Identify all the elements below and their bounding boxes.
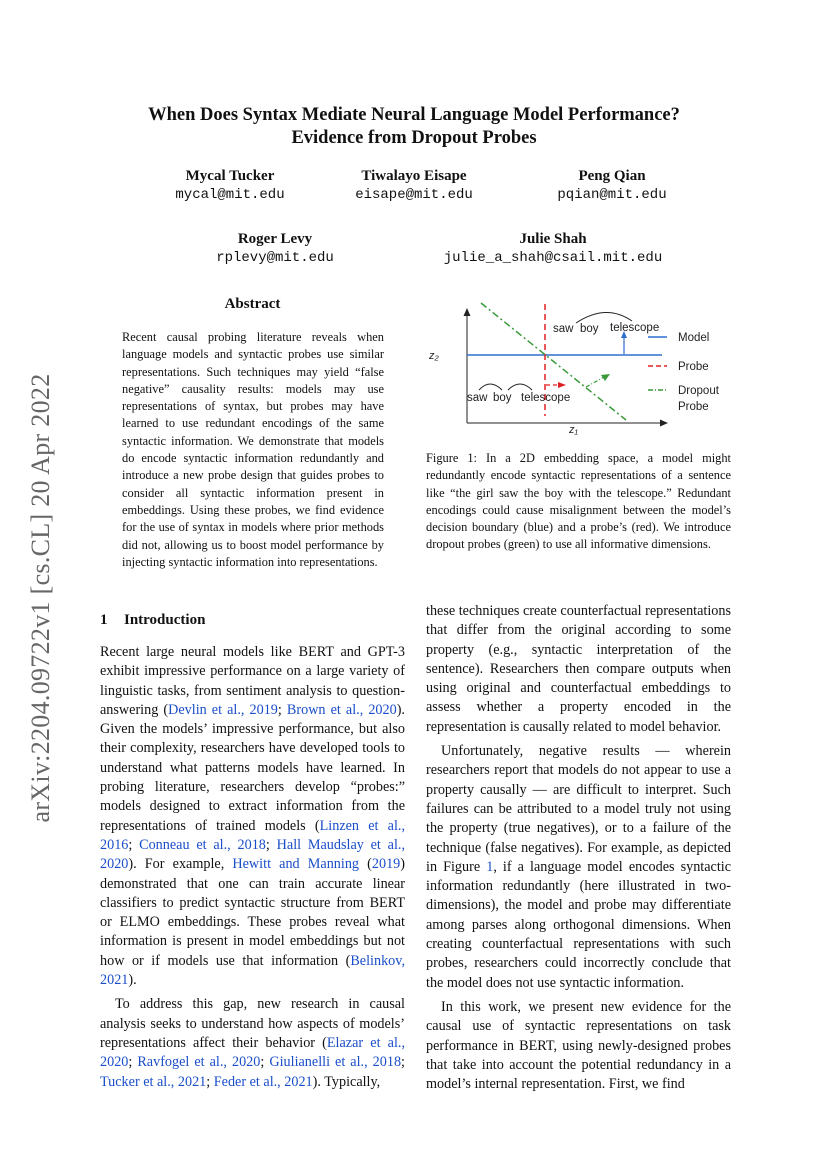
author-block — [418, 229, 688, 268]
lower-word-telescope: telescope — [521, 392, 571, 404]
z2-label: z₂ — [429, 350, 439, 362]
paragraph — [426, 742, 731, 993]
author-email[interactable]: pqian@mit.edu — [557, 187, 667, 203]
citation-link[interactable]: Giulianelli et al., 2018 — [269, 1054, 402, 1071]
text-run: ; — [206, 1073, 214, 1090]
paper-title — [0, 104, 828, 150]
z2-axis-arrow-icon — [464, 308, 471, 316]
text-run: ; — [128, 836, 140, 853]
text-run: ). Typically, — [312, 1073, 381, 1090]
title-line-1: When Does Syntax Mediate Neural Language Model Performance? — [148, 105, 680, 125]
legend-probe-label: Probe — [678, 361, 709, 373]
section-heading — [100, 612, 205, 629]
text-run: ; — [265, 836, 277, 853]
figure-1 — [426, 298, 731, 438]
author-name: Peng Qian — [578, 168, 646, 184]
text-run: ; — [401, 1054, 405, 1071]
z1-label: z₁ — [569, 424, 578, 436]
text-run: ( — [359, 856, 372, 873]
section-number: 1 — [100, 612, 108, 628]
abstract-heading: Abstract — [224, 296, 281, 312]
upper-word-saw: saw — [553, 323, 574, 335]
author-name: Tiwalayo Eisape — [361, 168, 467, 184]
paragraph — [100, 643, 405, 990]
right-column — [426, 602, 731, 1094]
text-run: ). Given the models’ impressive performance, but also their complexity, researchers have developed tools to understand what patterns models have learned. In probing literature, researchers develop “probes:” models designed to extract information from the representations of trained models ( — [100, 701, 405, 834]
citation-link[interactable]: Devlin et al., 2019 — [168, 701, 278, 718]
text-run: ). — [128, 972, 137, 989]
dropout-direction-arrow — [586, 377, 604, 387]
text-run: , if a language model encodes syntactic information redundantly (here illustrated in two-dimensions), the model and probe may differentiate among parses along orthogonal dimensions. When creating counterfactual representations with such probes, researchers could incorrectly conclude that the model does not use syntactic information. — [426, 858, 731, 991]
author-block — [522, 166, 702, 205]
text-run: To address this gap, new research in causal analysis seeks to understand how aspects of models’ representations affect their behavior ( — [100, 996, 405, 1051]
text-run: ; — [277, 701, 287, 718]
citation-link[interactable]: Tucker et al., 2021 — [100, 1073, 207, 1090]
text-run: ). For example, — [128, 856, 233, 873]
lower-word-boy: boy — [493, 392, 512, 404]
text-run: Recent large neural models like BERT and GPT-3 exhibit impressive performance on a large variety of linguistic tasks, from sentiment analysis to question-answering ( — [100, 644, 405, 718]
arxiv-stamp — [18, 338, 64, 858]
title-line-2: Evidence from Dropout Probes — [291, 128, 537, 148]
legend-model-label: Model — [678, 332, 710, 344]
lower-parse-arc — [508, 384, 532, 390]
text-run: ; — [260, 1054, 270, 1071]
arxiv-stamp-text: arXiv:2204.09722v1 [cs.CL] 20 Apr 2022 — [26, 373, 55, 823]
text-run: ) demonstrated that one can train accurate linear classifiers to predict syntactic structure from BERT or ELMO embeddings. These probes reveal what information is present in model embeddings but not how or if models use that information ( — [100, 856, 405, 969]
citation-link[interactable]: 2019 — [371, 856, 401, 873]
lower-parse-arc — [479, 384, 502, 390]
citation-link[interactable]: Linzen et al., 2016 — [100, 817, 405, 853]
section-title: Introduction — [124, 612, 206, 628]
paragraph: In this work, we present new evidence for the causal use of syntactic representations on task performance in BERT, using newly-designed probes that take into account the potential redundancy in a model’s internal representation. First, we find — [426, 998, 731, 1093]
text-run: ; — [128, 1054, 138, 1071]
paragraph: these techniques create counterfactual representations that differ from the original according to some property (e.g., syntactic interpretation of the sentence). Researchers then compare outputs when using original and counterfactual embeddings to assess whether a property encoded in the representation is causally related to model behavior. — [426, 603, 731, 735]
author-block — [314, 166, 514, 205]
citation-link[interactable]: Elazar et al., 2020 — [100, 1034, 405, 1071]
citation-link[interactable]: Brown et al., 2020 — [286, 701, 397, 718]
citation-link[interactable]: Hewitt and Manning — [232, 856, 360, 873]
author-block — [130, 166, 330, 205]
left-column — [100, 643, 405, 1092]
citation-link[interactable]: Ravfogel et al., 2020 — [137, 1054, 261, 1071]
author-name: Roger Levy — [237, 231, 313, 247]
upper-word-telescope: telescope — [610, 322, 660, 334]
author-name: Mycal Tucker — [185, 168, 275, 184]
figure-ref-link[interactable]: 1 — [486, 858, 494, 875]
citation-link[interactable]: Belinkov, 2021 — [100, 952, 405, 989]
upper-word-boy: boy — [580, 323, 599, 335]
legend-dropout-label-2: Probe — [678, 401, 709, 413]
lower-word-saw: saw — [467, 392, 488, 404]
author-email[interactable]: julie_a_shah@csail.mit.edu — [443, 250, 663, 266]
text-run: Unfortunately, negative results — wherein researchers report that models do not appear to use a property causally — are difficult to interpret. Such failures can be attributed to a model truly not using the property (true negatives), or to a failure of the technique (false negatives). For example, as depicted in Figure — [426, 743, 731, 875]
z1-axis-arrow-icon — [660, 420, 668, 427]
author-email[interactable]: rplevy@mit.edu — [216, 250, 334, 266]
author-email[interactable]: eisape@mit.edu — [355, 187, 473, 203]
citation-link[interactable]: Hall Maudslay et al., 2020 — [100, 836, 405, 873]
legend-dropout-label: Dropout — [678, 385, 719, 397]
citation-link[interactable]: Feder et al., 2021 — [213, 1073, 313, 1090]
citation-link[interactable]: Conneau et al., 2018 — [139, 836, 266, 853]
paragraph — [100, 995, 405, 1091]
figure-caption: Figure 1: In a 2D embedding space, a model might redundantly encode syntactic representations of a sentence like “the girl saw the boy with the telescope.” Redundant encodings could cause misalignment between the model’s decision boundary (blue) and a probe’s (red). We introduce dropout probes (green) to use all informative dimensions. — [426, 451, 731, 552]
probe-arrow-head-icon — [558, 382, 566, 388]
author-block — [175, 229, 375, 268]
author-email[interactable]: mycal@mit.edu — [175, 187, 285, 203]
abstract-text: Recent causal probing literature reveals when language models and syntactic probes use similar representations. Such techniques may yield “false negative” causality results: models may use representations of syntax, but probes may have learned to use redundant encodings of the same syntactic information. We demonstrate that models do encode syntactic information redundantly and introduce a new probe design that guides probes to consider all syntactic information present in embeddings. Using these probes, we find evidence for the use of syntax in models where prior methods did not, allowing us to boost model performance by injecting syntactic information into representations. — [122, 330, 384, 569]
author-name: Julie Shah — [519, 231, 587, 247]
